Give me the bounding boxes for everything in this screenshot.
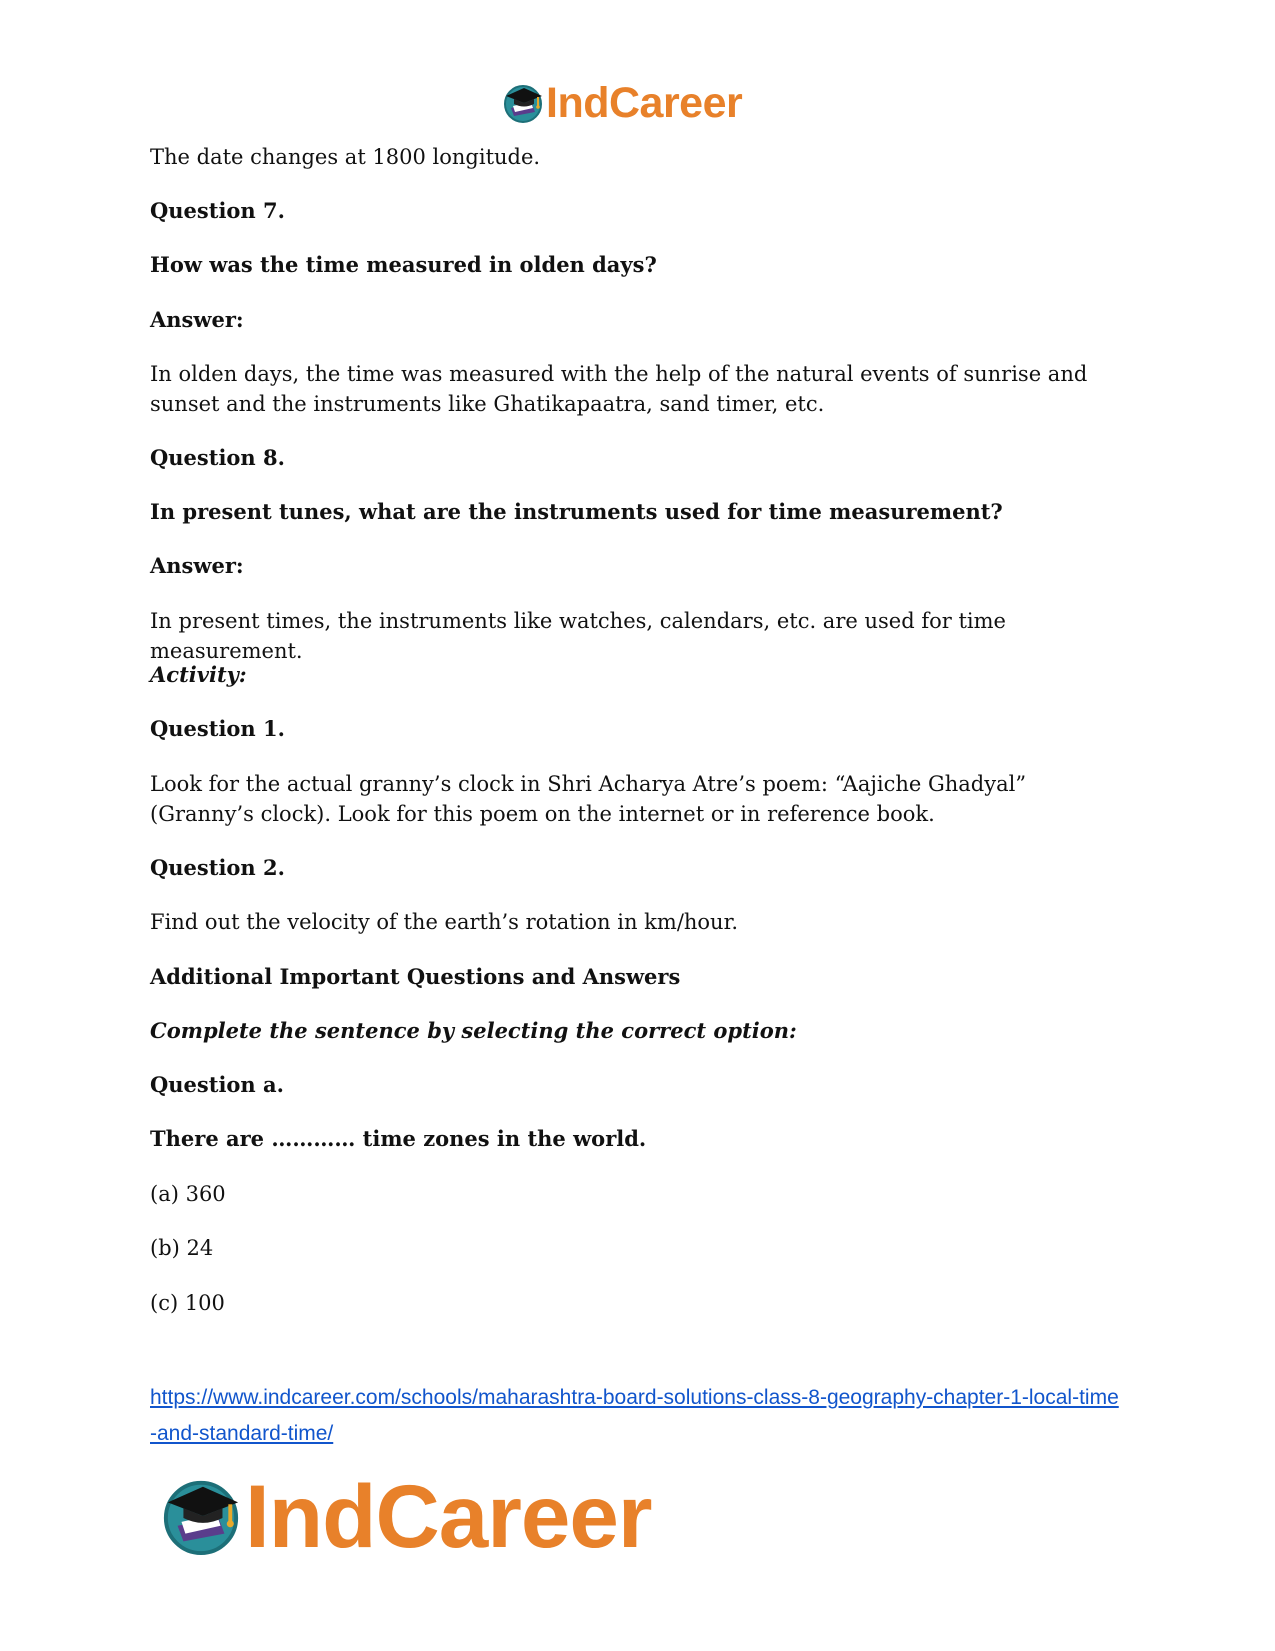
question-8-label: Question 8. bbox=[150, 445, 285, 470]
activity-question-1-text: Look for the actual granny’s clock in Shri Acharya Atre’s poem: “Aajiche Ghadyal” (Granny’s clock). Look for this poem on the internet or in reference book. bbox=[150, 772, 1027, 826]
option-b: (b) 24 bbox=[150, 1236, 214, 1260]
question-a-label: Question a. bbox=[150, 1072, 284, 1097]
answer-8-text: In present times, the instruments like watches, calendars, etc. are used for time measurement. bbox=[150, 609, 1006, 663]
activity-heading: Activity: bbox=[150, 662, 247, 687]
option-c: (c) 100 bbox=[150, 1291, 225, 1315]
answer-8-label: Answer: bbox=[150, 553, 244, 578]
graduation-cap-icon bbox=[160, 1475, 242, 1557]
question-7-label: Question 7. bbox=[150, 198, 285, 223]
date-change-text: The date changes at 1800 longitude. bbox=[150, 145, 541, 169]
indcareer-logo-top bbox=[502, 80, 742, 126]
question-a-text: There are ………… time zones in the world. bbox=[150, 1126, 647, 1151]
answer-7-label: Answer: bbox=[150, 307, 244, 332]
logo-wordmark: IndCareer bbox=[546, 78, 743, 127]
indcareer-logo-bottom bbox=[160, 1465, 652, 1566]
question-8-text: In present tunes, what are the instruments used for time measurement? bbox=[150, 499, 1003, 524]
answer-7-text: In olden days, the time was measured with the help of the natural events of sunrise and sunset and the instruments like Ghatikapaatra, sand timer, etc. bbox=[150, 362, 1088, 416]
option-a: (a) 360 bbox=[150, 1182, 226, 1206]
question-7-text: How was the time measured in olden days? bbox=[150, 252, 657, 277]
logo-wordmark: IndCareer bbox=[245, 1465, 652, 1566]
additional-questions-heading: Additional Important Questions and Answers bbox=[150, 964, 681, 989]
complete-sentence-heading: Complete the sentence by selecting the correct option: bbox=[150, 1018, 797, 1043]
graduation-cap-icon bbox=[502, 82, 544, 124]
activity-question-1-label: Question 1. bbox=[150, 716, 285, 741]
activity-question-2-text: Find out the velocity of the earth’s rotation in km/hour. bbox=[150, 910, 738, 934]
activity-question-2-label: Question 2. bbox=[150, 855, 285, 880]
source-url-link[interactable]: https://www.indcareer.com/schools/maharashtra-board-solutions-class-8-geography-chapter-1-local-time-and-standard-time/ bbox=[150, 1386, 1119, 1445]
